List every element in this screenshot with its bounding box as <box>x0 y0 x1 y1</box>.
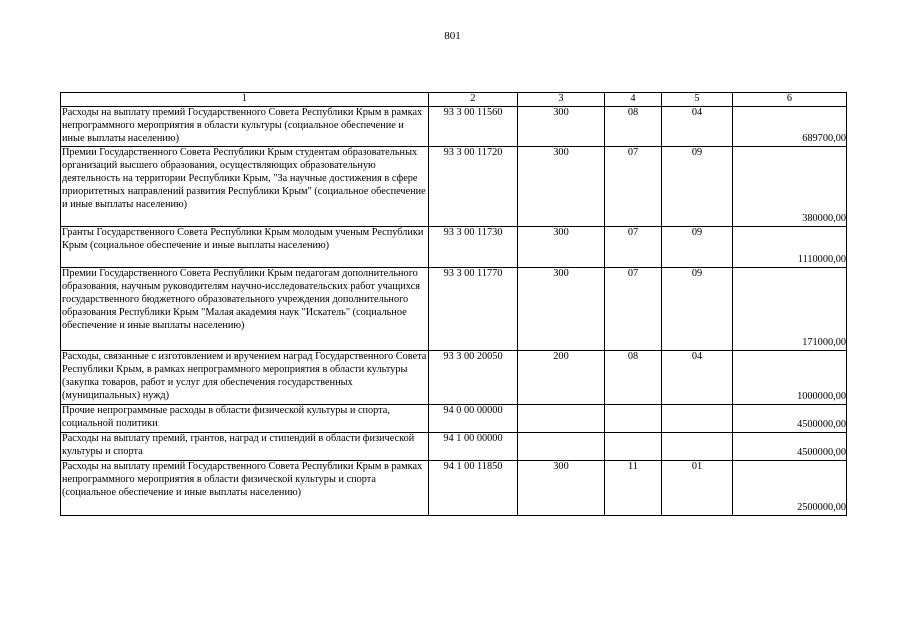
table-row <box>61 146 847 226</box>
row-description: Премии Государственного Совета Республики Крым студентам образовательных организаций высшего образования, осуществляющих образовательную деятельность на территории Республики Крым, "За научные достижения в сфере приоритетных направлений развития Республики Крым" (социальное обеспечение и иные выплаты населению) <box>61 146 429 226</box>
row-expense-type: 200 <box>518 350 605 404</box>
row-section: 08 <box>605 106 662 146</box>
row-section <box>605 432 662 460</box>
row-section: 08 <box>605 350 662 404</box>
row-amount: 2500000,00 <box>733 460 847 515</box>
table-row <box>61 432 847 460</box>
row-section: 11 <box>605 460 662 515</box>
column-header: 6 <box>733 93 847 107</box>
table-row <box>61 106 847 146</box>
row-amount: 689700,00 <box>733 106 847 146</box>
row-description: Расходы на выплату премий Государственного Совета Республики Крым в рамках непрограммного мероприятия в области культуры (социальное обеспечение и иные выплаты населению) <box>61 106 429 146</box>
table-row <box>61 460 847 515</box>
table-row <box>61 404 847 432</box>
row-expense-type: 300 <box>518 106 605 146</box>
row-code: 93 3 00 20050 <box>429 350 518 404</box>
row-code: 93 3 00 11730 <box>429 226 518 267</box>
row-subsection: 09 <box>662 146 733 226</box>
row-description: Прочие непрограммные расходы в области физической культуры и спорта, социальной политики <box>61 404 429 432</box>
row-amount: 1110000,00 <box>733 226 847 267</box>
row-subsection: 04 <box>662 350 733 404</box>
row-section: 07 <box>605 146 662 226</box>
row-expense-type <box>518 432 605 460</box>
row-expense-type: 300 <box>518 460 605 515</box>
row-amount: 380000,00 <box>733 146 847 226</box>
row-subsection: 04 <box>662 106 733 146</box>
column-header: 4 <box>605 93 662 107</box>
row-description: Премии Государственного Совета Республики Крым педагогам дополнительного образования, научным руководителям научно-исследовательских работ учащихся государственного бюджетного образовательного учреждения дополнительного образования Республики Крым "Малая академия наук "Искатель" (социальное обеспечение и иные выплаты населению) <box>61 267 429 350</box>
row-description: Расходы на выплату премий Государственного Совета Республики Крым в рамках непрограммного мероприятия в области физической культуры и спорта (социальное обеспечение и иные выплаты населению) <box>61 460 429 515</box>
row-code: 94 1 00 00000 <box>429 432 518 460</box>
row-description: Расходы на выплату премий, грантов, наград и стипендий в области физической культуры и спорта <box>61 432 429 460</box>
row-subsection: 09 <box>662 226 733 267</box>
budget-table-body <box>61 93 847 516</box>
row-code: 93 3 00 11560 <box>429 106 518 146</box>
row-expense-type: 300 <box>518 226 605 267</box>
row-code: 93 3 00 11720 <box>429 146 518 226</box>
row-description: Гранты Государственного Совета Республики Крым молодым ученым Республики Крым (социальное обеспечение и иные выплаты населению) <box>61 226 429 267</box>
row-section: 07 <box>605 226 662 267</box>
column-number-row <box>61 93 847 107</box>
row-section: 07 <box>605 267 662 350</box>
table-row <box>61 350 847 404</box>
table-row <box>61 226 847 267</box>
row-subsection: 09 <box>662 267 733 350</box>
row-amount: 171000,00 <box>733 267 847 350</box>
column-header: 1 <box>61 93 429 107</box>
row-expense-type <box>518 404 605 432</box>
row-code: 93 3 00 11770 <box>429 267 518 350</box>
row-subsection <box>662 404 733 432</box>
row-amount: 4500000,00 <box>733 432 847 460</box>
column-header: 5 <box>662 93 733 107</box>
row-amount: 4500000,00 <box>733 404 847 432</box>
row-expense-type: 300 <box>518 267 605 350</box>
row-subsection <box>662 432 733 460</box>
row-description: Расходы, связанные с изготовлением и вручением наград Государственного Совета Республики Крым, в рамках непрограммного мероприятия в области культуры (закупка товаров, работ и услуг для обеспечения государственных (муниципальных) нужд) <box>61 350 429 404</box>
budget-table <box>60 92 847 516</box>
table-row <box>61 267 847 350</box>
column-header: 3 <box>518 93 605 107</box>
row-expense-type: 300 <box>518 146 605 226</box>
row-code: 94 0 00 00000 <box>429 404 518 432</box>
row-subsection: 01 <box>662 460 733 515</box>
row-code: 94 1 00 11850 <box>429 460 518 515</box>
page-number: 801 <box>444 30 461 42</box>
column-header: 2 <box>429 93 518 107</box>
row-amount: 1000000,00 <box>733 350 847 404</box>
row-section <box>605 404 662 432</box>
